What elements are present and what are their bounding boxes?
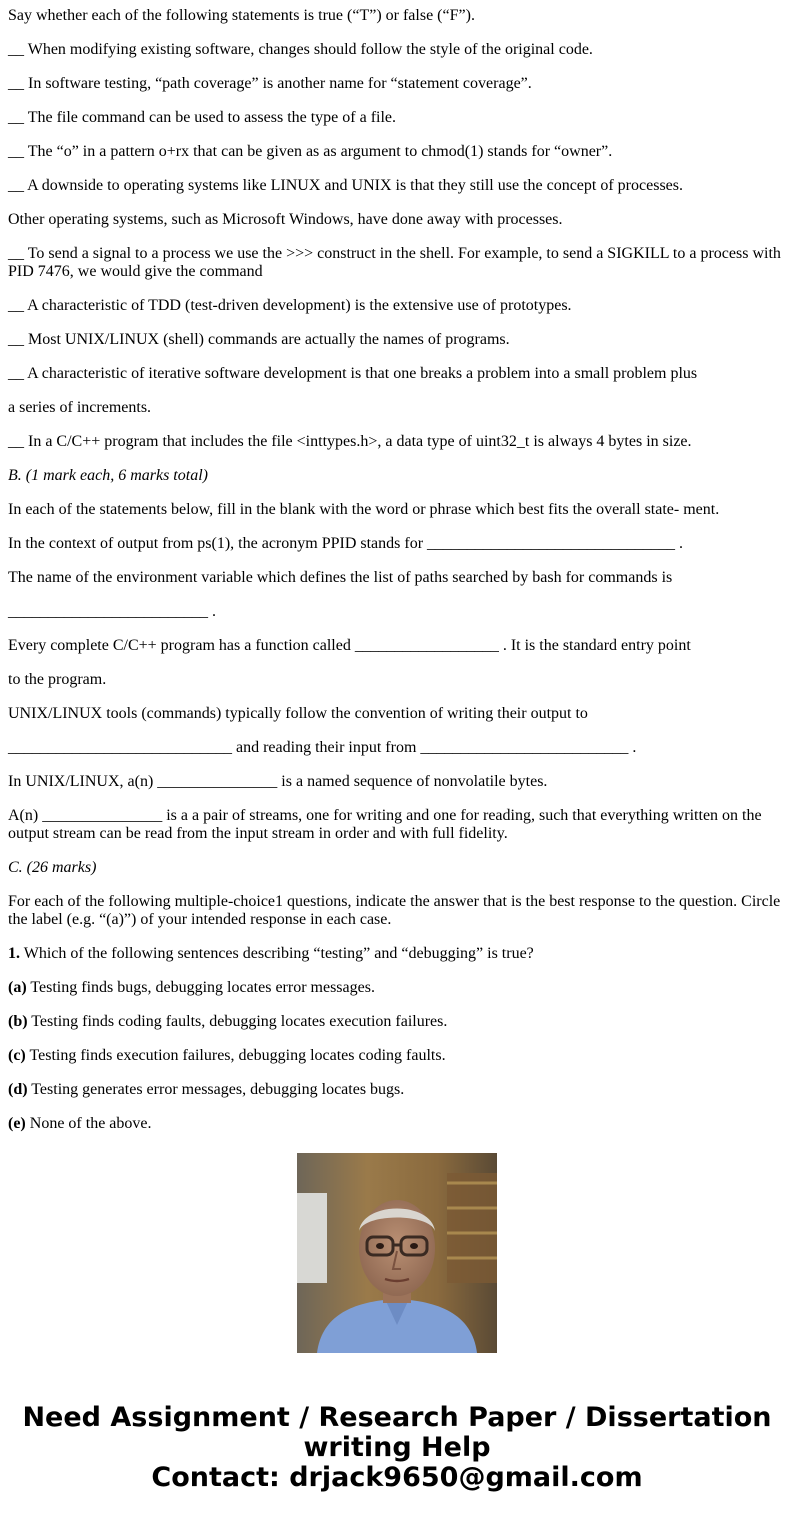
true-false-item: __ In software testing, “path coverage” is another name for “statement coverage”. [8, 75, 532, 92]
option-label: (b) [8, 1013, 28, 1030]
true-false-item: __ The file command can be used to assess the type of a file. [8, 109, 397, 126]
option-text: Testing generates error messages, debugging locates bugs. [27, 1081, 405, 1098]
mcq-option [8, 1013, 786, 1031]
promo-line-2: writing Help [303, 1432, 491, 1463]
fill-blank-item: A(n) _______________ is a a pair of streams, one for writing and one for reading, such that everything written on the output stream can be read from the input stream in order and with full fidelity. [8, 807, 762, 842]
option-label: (e) [8, 1115, 26, 1132]
true-false-item: __ To send a signal to a process we use the >>> construct in the shell. For example, to send a SIGKILL to a process with PID 7476, we would give the command [8, 245, 781, 280]
option-text: Testing finds coding faults, debugging locates execution failures. [27, 1013, 448, 1030]
option-text: Testing finds bugs, debugging locates error messages. [26, 979, 375, 996]
fill-blank-item: Every complete C/C++ program has a function called __________________ . It is the standard entry point [8, 637, 691, 654]
promo-banner [0, 1403, 794, 1493]
part-b-heading [8, 467, 786, 485]
fill-blank-item: In UNIX/LINUX, a(n) _______________ is a named sequence of nonvolatile bytes. [8, 773, 548, 790]
part-b-heading-text: B. (1 mark each, 6 marks total) [8, 467, 208, 484]
mcq-option [8, 1115, 786, 1133]
option-label: (c) [8, 1047, 26, 1064]
mcq-option [8, 979, 786, 997]
mcq-option [8, 1081, 786, 1099]
avatar [297, 1153, 497, 1353]
part-c-intro: For each of the following multiple-choice1 questions, indicate the answer that is the best response to the question. Circle the label (e.g. “(a)”) of your intended response in each case. [8, 893, 781, 928]
fill-blank-item-continuation: _________________________ . [8, 603, 216, 620]
true-false-item: __ A downside to operating systems like LINUX and UNIX is that they still use the concept of processes. [8, 177, 683, 194]
mcq-question [8, 945, 786, 963]
true-false-item: __ A characteristic of iterative software development is that one breaks a problem into a small problem plus [8, 365, 698, 382]
option-label: (d) [8, 1081, 28, 1098]
part-a-instruction: Say whether each of the following statements is true (“T”) or false (“F”). [8, 7, 475, 24]
true-false-item: __ In a C/C++ program that includes the file <inttypes.h>, a data type of uint32_t is always 4 bytes in size. [8, 433, 692, 450]
question-number: 1. [8, 945, 20, 962]
promo-contact: Contact: drjack9650@gmail.com [151, 1462, 643, 1493]
true-false-item: __ A characteristic of TDD (test-driven development) is the extensive use of prototypes. [8, 297, 572, 314]
true-false-item: __ When modifying existing software, changes should follow the style of the original code. [8, 41, 593, 58]
fill-blank-item: The name of the environment variable which defines the list of paths searched by bash for commands is [8, 569, 673, 586]
true-false-item-continuation: a series of increments. [8, 399, 152, 416]
true-false-item: __ The “o” in a pattern o+rx that can be given as as argument to chmod(1) stands for “owner”. [8, 143, 613, 160]
true-false-item-continuation: Other operating systems, such as Microsoft Windows, have done away with processes. [8, 211, 563, 228]
fill-blank-instruction: In each of the statements below, fill in the blank with the word or phrase which best fits the overall state- ment. [8, 501, 720, 518]
promo-line-1: Need Assignment / Research Paper / Dissertation [22, 1402, 772, 1433]
true-false-item: __ Most UNIX/LINUX (shell) commands are actually the names of programs. [8, 331, 510, 348]
avatar-portrait [297, 1153, 497, 1353]
fill-blank-item-continuation: ____________________________ and reading their input from __________________________ . [8, 739, 637, 756]
part-c-heading [8, 859, 786, 877]
part-c-heading-text: C. (26 marks) [8, 859, 97, 876]
fill-blank-item-continuation: to the program. [8, 671, 107, 688]
option-label: (a) [8, 979, 27, 996]
option-text: Testing finds execution failures, debugging locates coding faults. [25, 1047, 446, 1064]
mcq-option [8, 1047, 786, 1065]
question-text: Which of the following sentences describing “testing” and “debugging” is true? [20, 945, 534, 962]
fill-blank-item: In the context of output from ps(1), the acronym PPID stands for _______________________________ . [8, 535, 684, 552]
option-text: None of the above. [25, 1115, 152, 1132]
fill-blank-item: UNIX/LINUX tools (commands) typically follow the convention of writing their output to [8, 705, 588, 722]
